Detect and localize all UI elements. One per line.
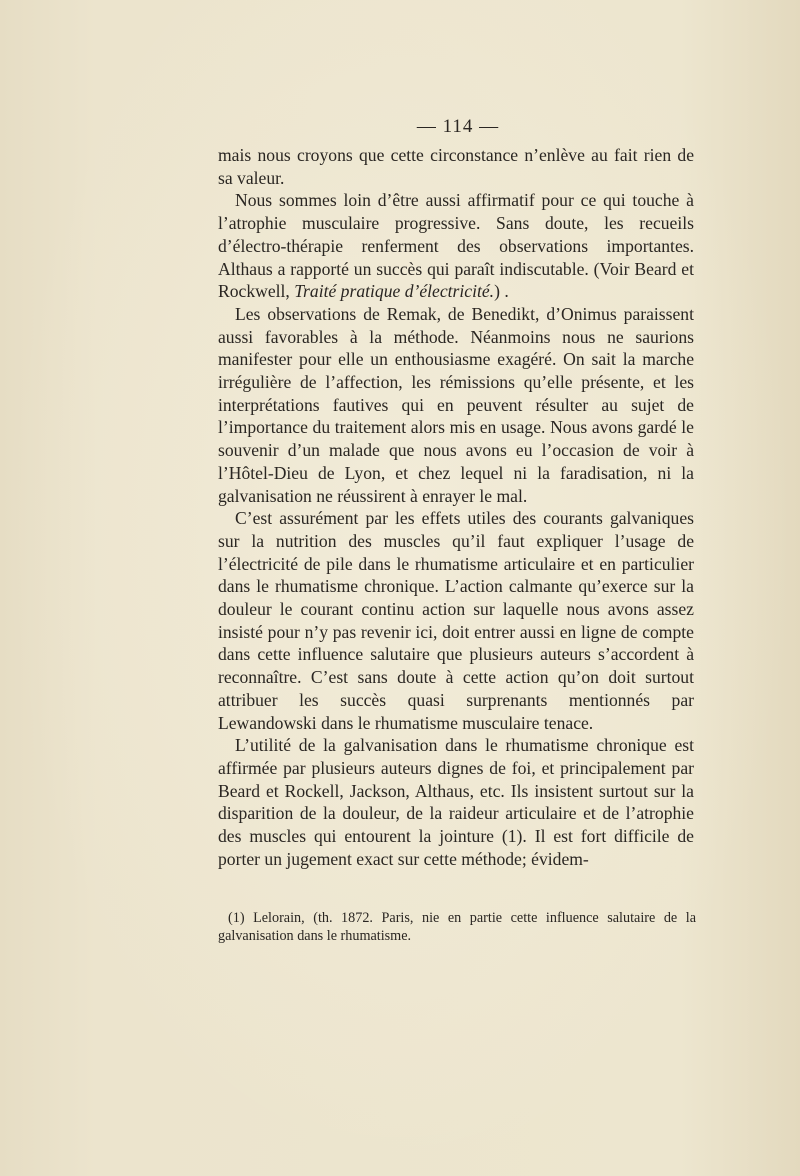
paragraph: Les observations de Remak, de Benedikt, d’Onimus paraissent aussi favorables à la méthode. Néanmoins nous ne saurions manifester pour elle un enthousiasme exagéré. On sait la marche irrégulière de l’affection, les rémissions qu’elle présente, et les interprétations fautives qui en peuvent résulter au sujet de l’importance du traitement alors mis en usage. Nous avons gardé le souvenir d’un malade que nous avons eu l’occasion de voir à l’Hôtel-Dieu de Lyon, et chez lequel ni la faradisation, ni la galvanisation ne réussirent à enrayer le mal. <box>218 303 694 506</box>
page-number: — 114 — <box>416 116 500 137</box>
book-title: Traité pratique d’électricité. <box>294 281 495 302</box>
paragraph: C’est assurément par les effets utiles des courants galvaniques sur la nutrition des muscles qu’il faut expliquer l’usage de l’électricité de pile dans le rhumatisme articulaire et en particulier dans le rhumatisme chronique. L’action calmante qu’exerce sur la douleur le courant continu action sur laquelle nous avons assez insisté pour n’y pas revenir ici, doit entrer aussi en ligne de compte dans cette influence salutaire que plusieurs auteurs s’accordent à reconnaître. C’est sans doute à cette action qu’on doit surtout attribuer les succès quasi surprenants mentionnés par Lewandowski dans le rhumatisme musculaire tenace. <box>218 508 694 733</box>
paragraph-text: ) . <box>494 281 509 302</box>
paragraph: mais nous croyons que cette circonstance n’enlève au fait rien de sa valeur. <box>218 145 694 188</box>
body-text <box>218 144 694 871</box>
footnotes <box>218 910 696 945</box>
footnote: (1) Lelorain, (th. 1872. Paris, nie en partie cette influence salutaire de la galvanisation dans le rhumatisme. <box>218 910 696 944</box>
paragraph <box>218 189 694 303</box>
paragraph: L’utilité de la galvanisation dans le rhumatisme chronique est affirmée par plusieurs auteurs dignes de foi, et principalement par Beard et Rockell, Jackson, Althaus, etc. Ils insistent surtout sur la disparition de la douleur, de la raideur articulaire et de l’atrophie des muscles qui entourent la jointure (1). Il est fort difficile de porter un jugement exact sur cette méthode; évidem- <box>218 735 694 869</box>
paragraph-text: Nous sommes loin d’être aussi affirmatif pour ce qui touche à l’atrophie musculaire progressive. Sans doute, les recueils d’électro-thérapie renferment des observations importantes. Althaus a rapporté un succès qui paraît indiscutable. (Voir Beard et Rockwell, <box>218 190 694 302</box>
